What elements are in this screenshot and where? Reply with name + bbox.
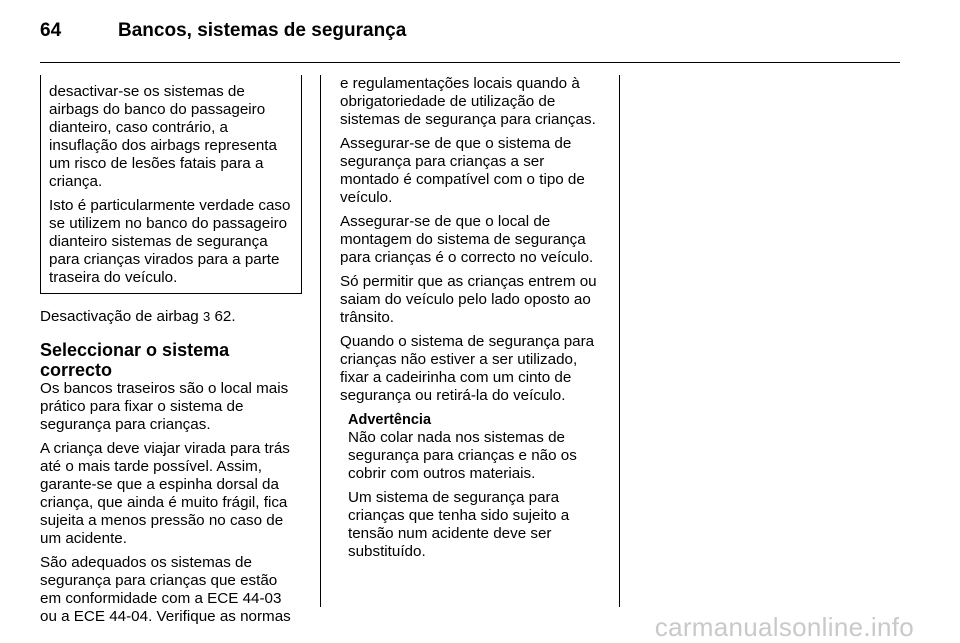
column-1 <box>40 75 302 632</box>
column-2 <box>340 75 606 567</box>
box-paragraph: desactivar-se os sistemas de airbags do banco do passageiro dianteiro, caso contrário, a insuflação dos airbags representa um risco de lesões fatais para a criança. <box>49 83 277 190</box>
body-paragraph: Assegurar-se de que o sistema de segurança para crianças a ser montado é compatível com o tipo de veículo. <box>340 135 585 206</box>
reference-text: Desactivação de airbag <box>40 308 199 325</box>
page-reference-icon: 3 <box>202 309 211 324</box>
box-paragraph: Isto é particularmente verdade caso se utilizem no banco do passageiro dianteiro sistemas de segurança para crianças virados para a parte traseira do veículo. <box>49 197 291 286</box>
watermark: carmanualsonline.info <box>654 612 914 642</box>
warning-paragraph: Não colar nada nos sistemas de segurança para crianças e não os cobrir com outros materiais. <box>348 429 577 482</box>
body-paragraph: Quando o sistema de segurança para crianças não estiver a ser utilizado, fixar a cadeirinha com um cinto de segurança ou retirá-la do veículo. <box>340 333 595 404</box>
warning-box-continued <box>40 75 302 294</box>
page-header <box>40 20 406 42</box>
section-heading: Seleccionar o sistema correcto <box>40 340 230 380</box>
header-rule <box>40 62 900 63</box>
body-paragraph: e regulamentações locais quando à obrigatoriedade de utilização de sistemas de segurança para crianças. <box>340 75 596 128</box>
cross-reference <box>40 308 302 326</box>
body-paragraph: Assegurar-se de que o local de montagem do sistema de segurança para crianças é o correcto no veículo. <box>340 213 594 266</box>
body-paragraph: A criança deve viajar virada para trás até o mais tarde possível. Assim, garante-se que a espinha dorsal da criança, que ainda é muito frágil, fica sujeita a menos pressão no caso de um acidente. <box>40 440 290 547</box>
warning-paragraph: Um sistema de segurança para crianças que tenha sido sujeito a tensão num acidente deve ser substituído. <box>348 489 570 560</box>
reference-page[interactable]: 62. <box>214 308 236 325</box>
body-paragraph: Só permitir que as crianças entrem ou saiam do veículo pelo lado oposto ao trânsito. <box>340 273 597 326</box>
page-number: 64 <box>40 20 62 41</box>
column-divider-1 <box>320 75 321 607</box>
body-paragraph: Os bancos traseiros são o local mais prático para fixar o sistema de segurança para crianças. <box>40 380 289 433</box>
page-title: Bancos, sistemas de segurança <box>118 20 407 41</box>
warning-title: Advertência <box>348 412 432 428</box>
body-paragraph: São adequados os sistemas de segurança para crianças que estão em conformidade com a ECE 44-03 ou a ECE 44-04. Verifique as normas <box>40 554 291 625</box>
column-divider-2 <box>619 75 620 607</box>
warning-block <box>340 411 606 561</box>
